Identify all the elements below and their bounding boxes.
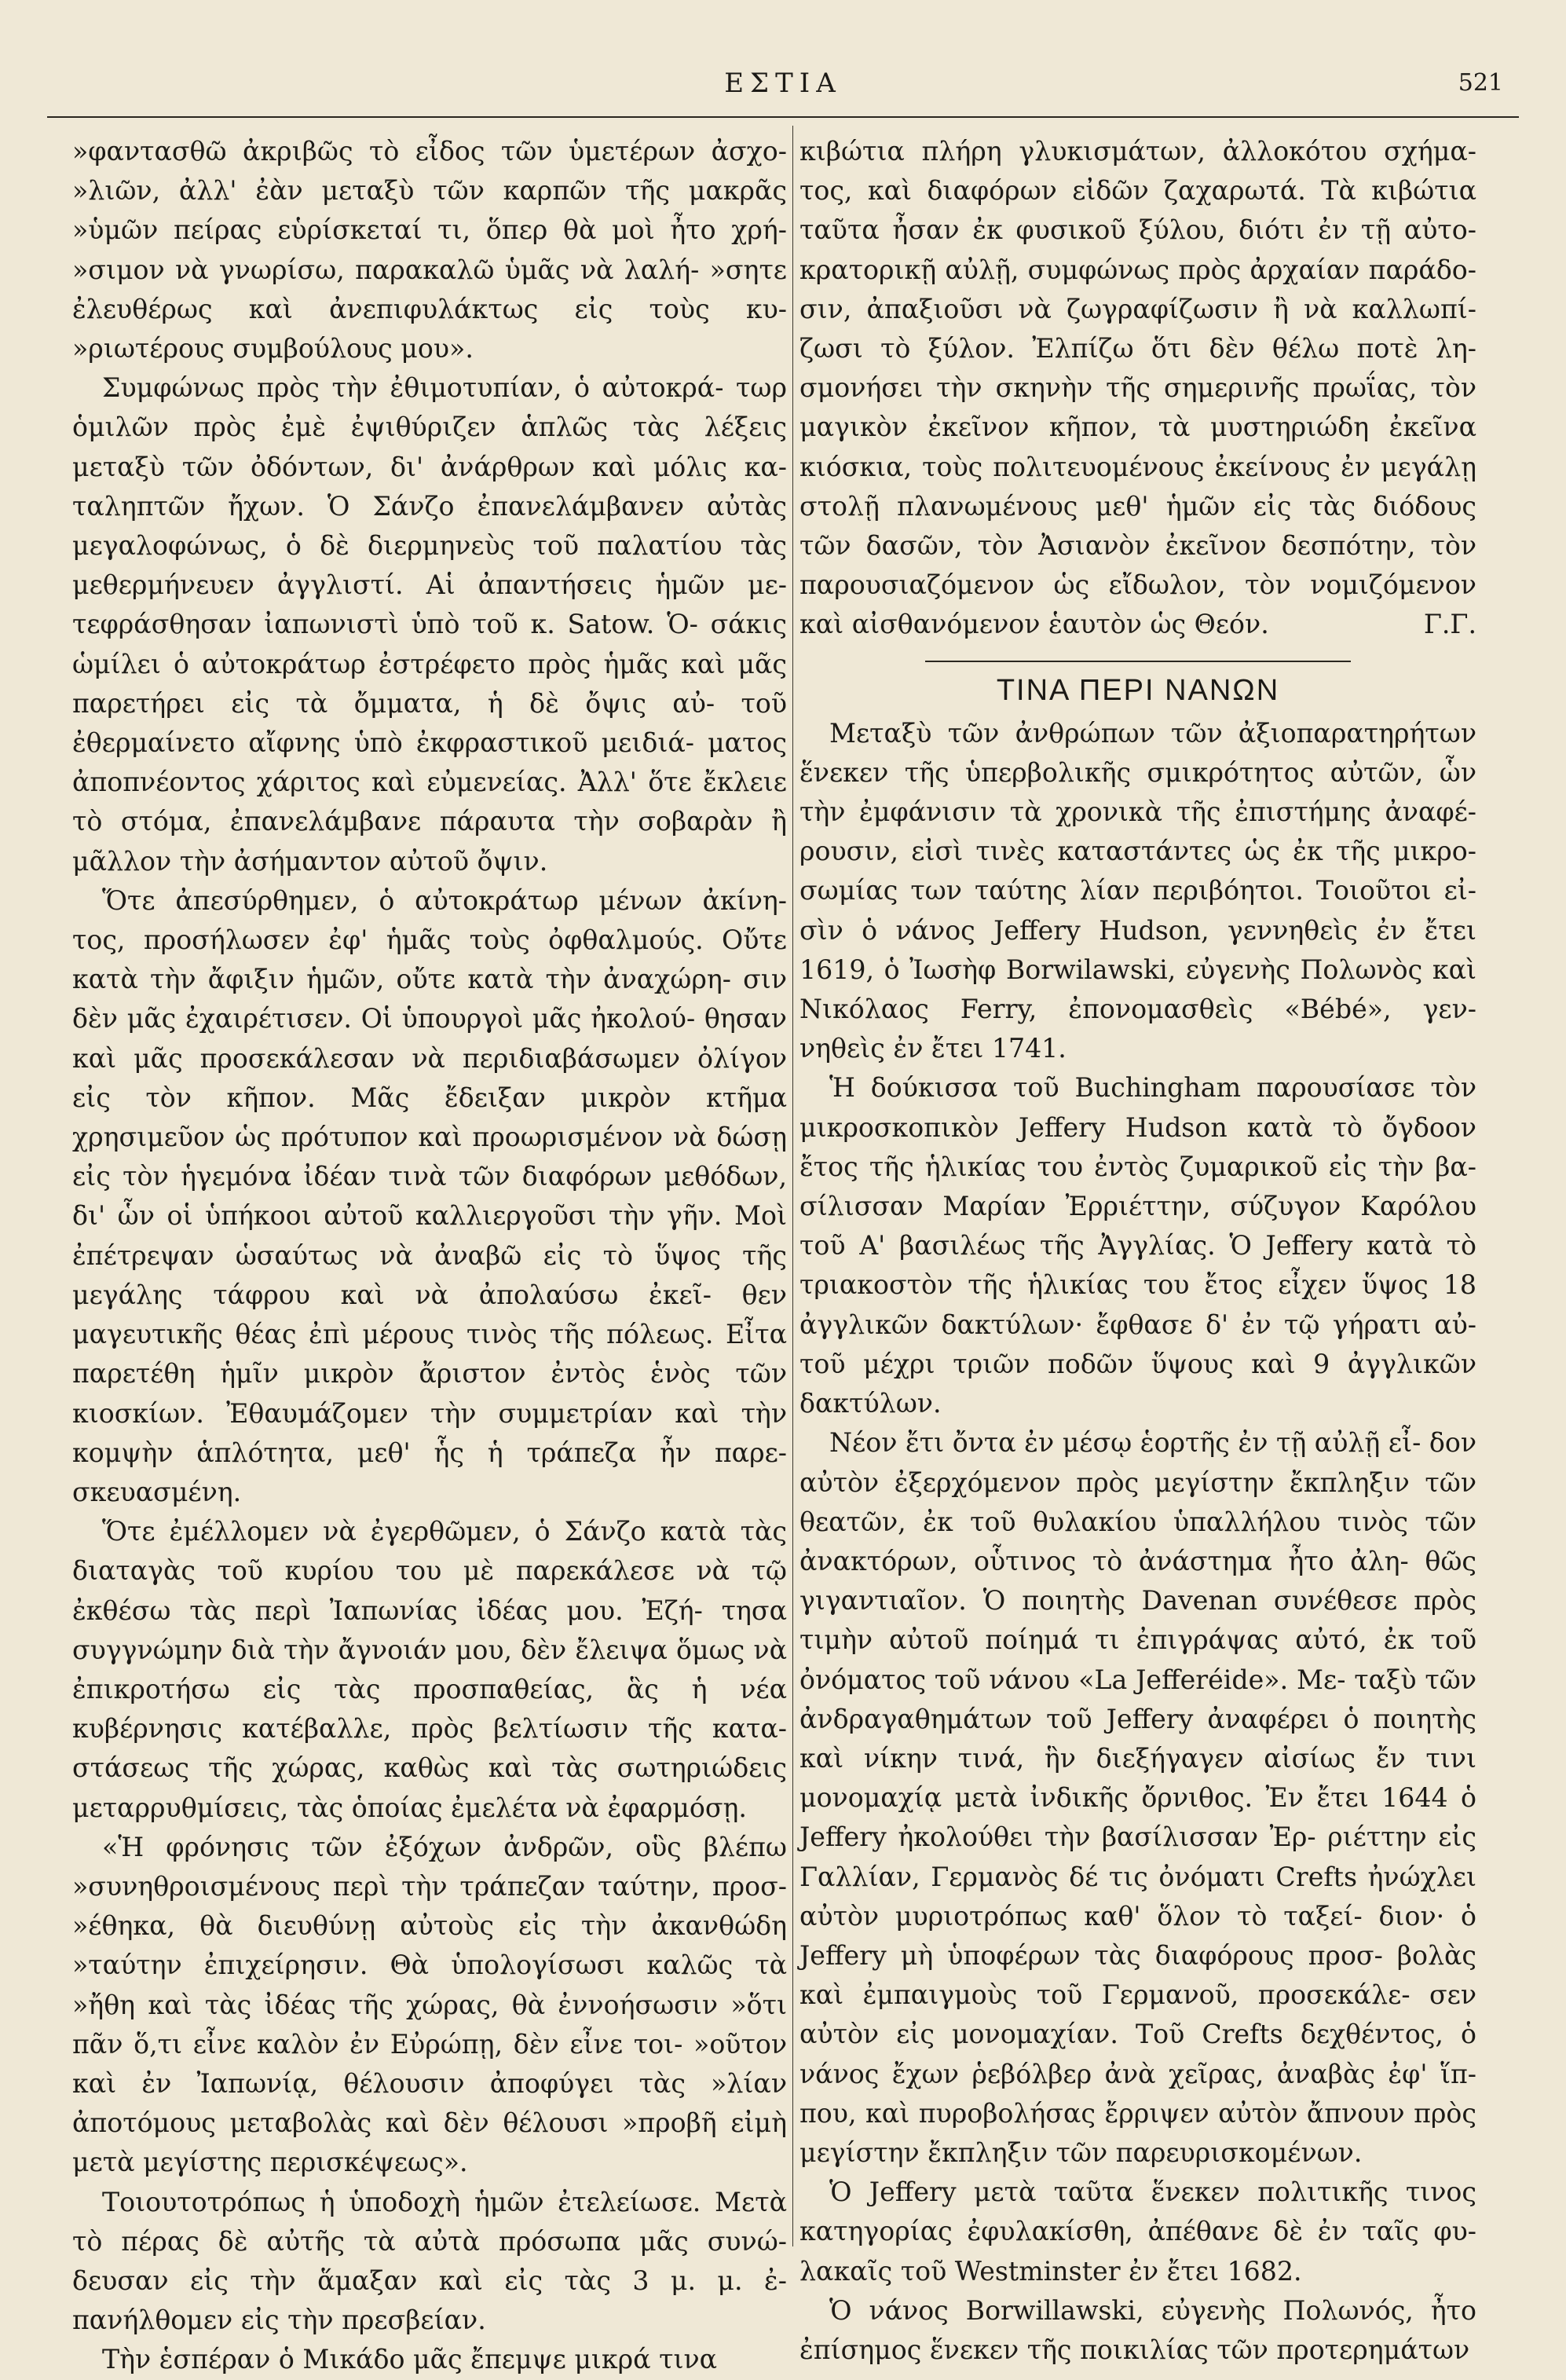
paragraph: Ἡ δούκισσα τοῦ Buchingham παρουσίασε τὸν μικροσκοπικὸν Jeffery Hudson κατὰ τὸ ὄγδοον ἔτος τῆς ἡλικίας του ἐντὸς ζυμαρικοῦ εἰς τὴν βα- σίλισσαν Μαρίαν Ἐρριέττην, σύζυγον Καρόλου τοῦ Α' βασιλέως τῆς Ἀγγλίας. Ὁ Jeffery κατὰ τὸ τριακοστὸν τῆς ἡλικίας του ἔτος εἶχεν ὕψος 18 ἀγγλικῶν δακτύλων· ἔφθασε δ' ἐν τῷ γήρατι αὐ- τοῦ μέχρι τριῶν ποδῶν ὕψους καὶ 9 ἀγγλικῶν δακτύλων. xyxy=(799,1072,1476,1419)
header-rule xyxy=(47,116,1519,118)
left-column xyxy=(72,132,787,2380)
paragraph: Ὁ νάνος Borwillawski, εὐγενὴς Πολωνός, ἦτο ἐπίσημος ἕνεκεν τῆς ποικιλίας τῶν προτερημάτων xyxy=(799,2294,1476,2365)
paragraph: Τὴν ἑσπέραν ὁ Μικάδο μᾶς ἔπεμψε μικρά τινα xyxy=(102,2344,718,2375)
paragraph xyxy=(799,132,1476,645)
paragraph: Τοιουτοτρόπως ἡ ὑποδοχὴ ἡμῶν ἐτελείωσε. Μετὰ τὸ πέρας δὲ αὐτῆς τὰ αὐτὰ πρόσωπα μᾶς συνώ- δευσαν εἰς τὴν ἅμαξαν καὶ εἰς τὰς 3 μ. μ. ἐ- πανήλθομεν εἰς τὴν πρεσβείαν. xyxy=(72,2186,787,2336)
paragraph: Ὁ Jeffery μετὰ ταῦτα ἕνεκεν πολιτικῆς τινος κατηγορίας ἐφυλακίσθη, ἀπέθανε δὲ ἐν ταῖς φυ- λακαῖς τοῦ Westminster ἐν ἔτει 1682. xyxy=(799,2177,1476,2287)
paragraph: »φαντασθῶ ἀκριβῶς τὸ εἶδος τῶν ὑμετέρων ἀσχο- »λιῶν, ἀλλ' ἐὰν μεταξὺ τῶν καρπῶν τῆς μακρᾶς »ὑμῶν πείρας εὑρίσκεταί τι, ὅπερ θὰ μοὶ ἦτο χρή- »σιμον νὰ γνωρίσω, παρακαλῶ ὑμᾶς νὰ λαλή- »σητε ἐλευθέρως καὶ ἀνεπιφυλάκτως εἰς τοὺς κυ- »ριωτέρους συμβούλους μου». xyxy=(72,136,787,364)
paragraph-text: κιβώτια πλήρη γλυκισμάτων, ἀλλοκότου σχήμα- τος, καὶ διαφόρων εἰδῶν ζαχαρωτά. Τὰ κιβώτια ταῦτα ἦσαν ἐκ φυσικοῦ ξύλου, διότι ἐν τῇ αὐτο- κρατορικῇ αὐλῇ, συμφώνως πρὸς ἀρχαίαν παράδο- σιν, ἀπαξιοῦσι νὰ ζωγραφίζωσιν ἢ νὰ καλλωπί- ζωσι τὸ ξύλον. Ἐλπίζω ὅτι δὲν θέλω ποτὲ λη- σμονήσει τὴν σκηνὴν τῆς σημερινῆς πρωΐας, τὸν μαγικὸν ἐκεῖνον κῆπον, τὰ μυστηριώδη ἐκεῖνα κιόσκια, τοὺς πολιτευομένους ἐκείνους ἐν μεγάλῃ στολῇ πλανωμένους μεθ' ἡμῶν εἰς τὰς διόδους τῶν δασῶν, τὸν Ἀσιανὸν ἐκεῖνον δεσπότην, τὸν παρουσιαζόμενον ὡς εἴδωλον, τὸν νομιζόμενον καὶ αἰσθανόμενον ἑαυτὸν ὡς Θεόν. xyxy=(799,136,1476,640)
article-title: ΤΙΝΑ ΠΕΡΙ ΝΑΝΩΝ xyxy=(925,661,1351,708)
paragraph: Ὅτε ἐμέλλομεν νὰ ἐγερθῶμεν, ὁ Σάνζο κατὰ τὰς διαταγὰς τοῦ κυρίου του μὲ παρεκάλεσε νὰ τῷ ἐκθέσω τὰς περὶ Ἰαπωνίας ἰδέας μου. Ἐζή- τησα συγγνώμην διὰ τὴν ἄγνοιάν μου, δὲν ἔλειψα ὅμως νὰ ἐπικροτήσω εἰς τὰς προσπαθείας, ἃς ἡ νέα κυβέρνησις κατέβαλλε, πρὸς βελτίωσιν τῆς κατα- στάσεως τῆς χώρας, καθὼς καὶ τὰς σωτηριώδεις μεταρρυθμίσεις, τὰς ὁποίας ἐμελέτα νὰ ἐφαρμόσῃ. xyxy=(72,1516,787,1823)
column-divider xyxy=(792,126,793,2246)
paragraph: Συμφώνως πρὸς τὴν ἐθιμοτυπίαν, ὁ αὐτοκρά- τωρ ὁμιλῶν πρὸς ἐμὲ ἐψιθύριζεν ἁπλῶς τὰς λέξεις μεταξὺ τῶν ὀδόντων, δι' ἀνάρθρων καὶ μόλις κα- ταληπτῶν ἤχων. Ὁ Σάνζο ἐπανελάμβανεν αὐτὰς μεγαλοφώνως, ὁ δὲ διερμηνεὺς τοῦ παλατίου τὰς μεθερμήνευεν ἀγγλιστί. Αἱ ἀπαντήσεις ἡμῶν με- τεφράσθησαν ἰαπωνιστὶ ὑπὸ τοῦ κ. Satow. Ὁ- σάκις ὡμίλει ὁ αὐτοκράτωρ ἐστρέφετο πρὸς ἡμᾶς καὶ μᾶς παρετήρει εἰς τὰ ὄμματα, ἡ δὲ ὄψις αὐ- τοῦ ἐθερμαίνετο αἴφνης ὑπὸ ἐκφραστικοῦ μειδιά- ματος ἀποπνέοντος χάριτος καὶ εὐμενείας. Ἀλλ' ὅτε ἔκλειε τὸ στόμα, ἐπανελάμβανε πάραυτα τὴν σοβαρὰν ἢ μᾶλλον τὴν ἀσήμαντον αὐτοῦ ὄψιν. xyxy=(72,372,787,877)
signature: Γ.Γ. xyxy=(1423,609,1476,640)
paragraph: Μεταξὺ τῶν ἀνθρώπων τῶν ἀξιοπαρατηρήτων ἕνεκεν τῆς ὑπερβολικῆς σμικρότητος αὐτῶν, ὧν τὴν ἐμφάνισιν τὰ χρονικὰ τῆς ἐπιστήμης ἀναφέ- ρουσιν, εἰσὶ τινὲς καταστάντες ὡς ἐκ τῆς μικρο- σωμίας των ταύτης λίαν περιβόητοι. Τοιοῦτοι εἰ- σὶν ὁ νάνος Jeffery Hudson, γεννηθεὶς ἐν ἔτει 1619, ὁ Ἰωσὴφ Borwilawski, εὐγενὴς Πολωνὸς καὶ Νικόλαος Ferry, ἐπονομασθεὶς «Bébé», γεν- νηθεὶς ἐν ἔτει 1741. xyxy=(799,717,1476,1064)
paragraph: Ὅτε ἀπεσύρθημεν, ὁ αὐτοκράτωρ μένων ἀκίνη- τος, προσήλωσεν ἐφ' ἡμᾶς τοὺς ὀφθαλμούς. Οὔτε κατὰ τὴν ἄφιξιν ἡμῶν, οὔτε κατὰ τὴν ἀναχώρη- σιν δὲν μᾶς ἐχαιρέτισεν. Οἱ ὑπουργοὶ μᾶς ἠκολού- θησαν καὶ μᾶς προσεκάλεσαν νὰ περιδιαβάσωμεν ὀλίγον εἰς τὸν κῆπον. Μᾶς ἔδειξαν μικρὸν κτῆμα χρησιμεῦον ὡς πρότυπον καὶ προωρισμένον νὰ δώσῃ εἰς τὸν ἡγεμόνα ἰδέαν τινὰ τῶν διαφόρων μεθόδων, δι' ὧν οἱ ὑπήκοοι αὐτοῦ καλλιεργοῦσι τὴν γῆν. Μοὶ ἐπέτρεψαν ὡσαύτως νὰ ἀναβῶ εἰς τὸ ὕψος τῆς μεγάλης τάφρου καὶ νὰ ἀπολαύσω ἐκεῖ- θεν μαγευτικῆς θέας ἐπὶ μέρους τινὸς τῆς πόλεως. Εἶτα παρετέθη ἡμῖν μικρὸν ἄριστον ἐντὸς ἑνὸς τῶν κιοσκίων. Ἐθαυμάζομεν τὴν συμμετρίαν καὶ τὴν κομψὴν ἁπλότητα, μεθ' ἧς ἡ τράπεζα ἦν παρε- σκευασμένη. xyxy=(72,884,787,1507)
paragraph: «Ἡ φρόνησις τῶν ἐξόχων ἀνδρῶν, οὓς βλέπω »συνηθροισμένους περὶ τὴν τράπεζαν ταύτην, προσ- »έθηκα, θὰ διευθύνῃ αὐτοὺς εἰς τὴν ἀκανθώδη »ταύτην ἐπιχείρησιν. Θὰ ὑπολογίσωσι καλῶς τὰ »ἤθη καὶ τὰς ἰδέας τῆς χώρας, θὰ ἐννοήσωσιν »ὅτι πᾶν ὅ,τι εἶνε καλὸν ἐν Εὐρώπῃ, δὲν εἶνε τοι- »οῦτον καὶ ἐν Ἰαπωνίᾳ, θέλουσιν ἀποφύγει τὰς »λίαν ἀποτόμους μεταβολὰς καὶ δὲν θέλουσι »προβῆ εἰμὴ μετὰ μεγίστης περισκέψεως». xyxy=(72,1831,787,2178)
right-column xyxy=(799,132,1476,2370)
paragraph: Νέον ἔτι ὄντα ἐν μέσῳ ἑορτῆς ἐν τῇ αὐλῇ εἶ- δον αὐτὸν ἐξερχόμενον πρὸς μεγίστην ἔκπληξιν τῶν θεατῶν, ἐκ τοῦ θυλακίου ὑπαλλήλου τινὸς τῶν ἀνακτόρων, οὗτινος τὸ ἀνάστημα ἦτο ἀλη- θῶς γιγαντιαῖον. Ὁ ποιητὴς Davenan συνέθεσε πρὸς τιμὴν αὐτοῦ ποίημά τι ἐπιγράψας αὐτό, ἐκ τοῦ ὀνόματος τοῦ νάνου «La Jefferéide». Με- ταξὺ τῶν ἀνδραγαθημάτων τοῦ Jeffery ἀναφέρει ὁ ποιητὴς καὶ νίκην τινά, ἣν διεξήγαγεν αἰσίως ἔν τινι μονομαχίᾳ μετὰ ἰνδικῆς ὄρνιθος. Ἐν ἔτει 1644 ὁ Jeffery ἠκολούθει τὴν βασίλισσαν Ἐρ- ριέττην εἰς Γαλλίαν, Γερμανὸς δέ τις ὀνόματι Crefts ἠνώχλει αὐτὸν μυριοτρόπως καθ' ὅλον τὸ ταξεί- διον· ὁ Jeffery μὴ ὑποφέρων τὰς διαφόρους προσ- βολὰς καὶ ἐμπαιγμοὺς τοῦ Γερμανοῦ, προσεκάλε- σεν αὐτὸν εἰς μονομαχίαν. Τοῦ Crefts δεχθέντος, ὁ νάνος ἔχων ῥεβόλβερ ἀνὰ χεῖρας, ἀναβὰς ἐφ' ἵπ- που, καὶ πυροβολήσας ἔρριψεν αὐτὸν ἄπνουν πρὸς μεγίστην ἔκπληξιν τῶν παρευρισκομένων. xyxy=(799,1427,1476,2168)
running-title: ΕΣΤΙΑ xyxy=(724,68,842,99)
page-number: 521 xyxy=(1458,69,1503,97)
page-header xyxy=(47,63,1519,110)
